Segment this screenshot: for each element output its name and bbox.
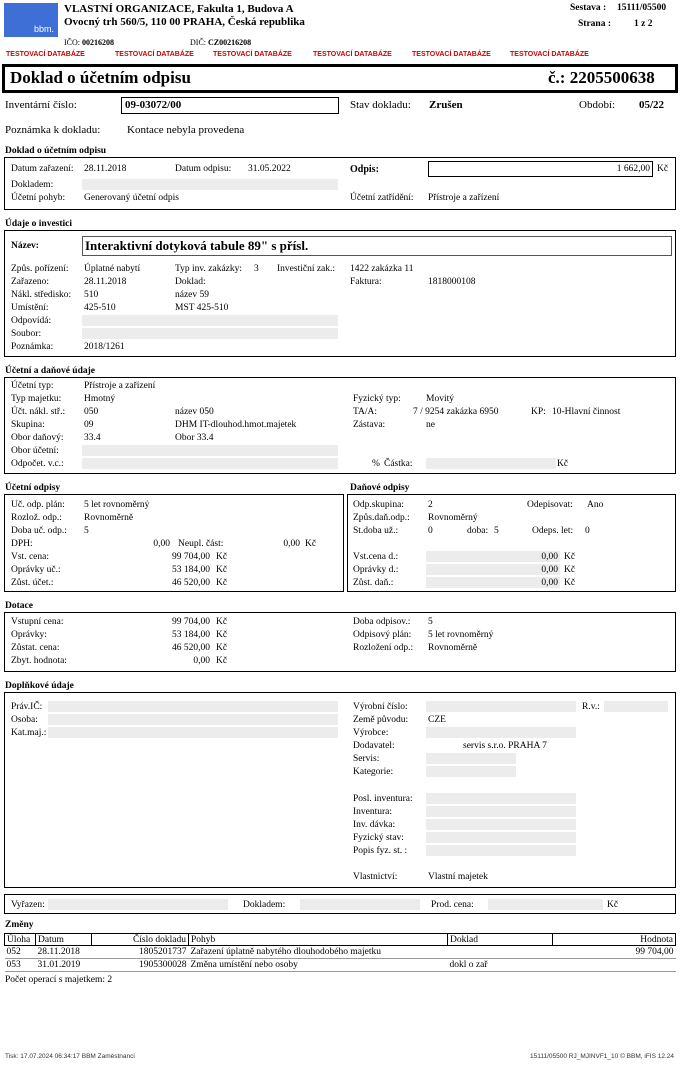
dic-value: CZ00216208 — [208, 38, 252, 47]
obor-dan-nazev: Obor 33.4 — [175, 433, 214, 443]
dan-zpusob-label: Způs.daň.odp.: — [353, 513, 410, 523]
dan-opr-currency: Kč — [564, 565, 576, 575]
ucetni-zatrideni-value: Přístroje a zařízení — [428, 193, 500, 203]
uct-nakl-label: Účt. nákl. stř.: — [11, 407, 66, 417]
dan-zpusob-value: Rovnoměrný — [428, 513, 478, 523]
popis-field — [426, 845, 576, 856]
dot-plan-label: Odpisový plán: — [353, 630, 412, 640]
uc-opr-currency: Kč — [216, 565, 228, 575]
vyrobni-field — [426, 701, 576, 712]
rv-label: R.v.: — [582, 702, 600, 712]
odpocet-label: Odpočet. v.c.: — [11, 459, 64, 469]
inv-zak-value: 1422 zakázka 11 — [350, 264, 414, 274]
obor-uc-label: Obor účetní: — [11, 446, 59, 456]
dph-label: DPH: — [11, 539, 33, 549]
dot-zbyt-currency: Kč — [216, 656, 228, 666]
posl-field — [426, 793, 576, 804]
ucetni-typ-value: Přístroje a zařízení — [84, 381, 156, 391]
investice-poznamka-value: 2018/1261 — [84, 342, 125, 352]
org-name: VLASTNÍ ORGANIZACE, Fakulta 1, Budova A — [64, 3, 294, 15]
dph-value: 0,00 — [153, 539, 170, 549]
odpis-label: Odpis: — [350, 164, 379, 175]
nakl-nazev: název 59 — [175, 290, 210, 300]
poznamka-value: Kontace nebyla provedena — [127, 124, 245, 136]
history-table — [4, 933, 676, 972]
uc-zust-currency: Kč — [216, 578, 228, 588]
dot-rozloz-value: Rovnoměrně — [428, 643, 478, 653]
typ-zak-value: 3 — [254, 264, 259, 274]
dot-zust-label: Zůstat. cena: — [11, 643, 60, 653]
dan-vst-value: 0,00 — [541, 552, 558, 562]
dan-zust-value: 0,00 — [541, 578, 558, 588]
col-doklad: Doklad — [448, 934, 553, 946]
inventura-label: Inventura: — [353, 807, 393, 817]
umisteni-nazev: MST 425-510 — [175, 303, 229, 313]
ta-label: TA/A: — [353, 407, 378, 417]
uc-plan-label: Uč. odp. plán: — [11, 500, 65, 510]
cell-pohyb: Zařazení úplatně nabytého dlouhodobého majetku — [189, 946, 448, 959]
castka-field — [426, 458, 556, 469]
nazev-label: Název: — [11, 241, 39, 251]
fyz-stav-field — [426, 832, 576, 843]
doc-title: Doklad o účetním odpisu — [10, 68, 191, 87]
col-datum: Datum — [36, 934, 92, 946]
typ-zak-label: Typ inv. zakázky: — [175, 264, 243, 274]
test-banner: TESTOVACÍ DATABÁZE — [6, 51, 85, 58]
history-header-row — [5, 934, 676, 946]
dokladem-label: Dokladem: — [11, 180, 54, 190]
zeme-label: Země původu: — [353, 715, 409, 725]
poznamka-label: Poznámka k dokladu: — [5, 124, 101, 136]
ucetni-pohyb-label: Účetní pohyb: — [11, 193, 66, 203]
typ-majetku-label: Typ majetku: — [11, 394, 62, 404]
obor-dan-label: Obor daňový: — [11, 433, 64, 443]
dot-plan-value: 5 let rovnoměrný — [428, 630, 494, 640]
umisteni-value: 425-510 — [84, 303, 116, 313]
footer-print-info: Tisk: 17.07.2024 06:34:17 BBM Zaměstnanci — [5, 1053, 135, 1060]
uct-nakl-value: 050 — [84, 407, 99, 417]
uc-vst-label: Vst. cena: — [11, 552, 49, 562]
test-banner: TESTOVACÍ DATABÁZE — [510, 51, 589, 58]
dodavatel-value: servis s.r.o. PRAHA 7 — [463, 741, 547, 751]
cell-datum: 28.11.2018 — [36, 946, 92, 959]
stdoba-label: St.doba už.: — [353, 526, 399, 536]
ucetni-zatrideni-label: Účetní zatřídění: — [350, 193, 414, 203]
vyrobni-label: Výrobní číslo: — [353, 702, 408, 712]
vyrobce-field — [426, 727, 576, 738]
section-doplnkove: Doplňkové údaje — [5, 681, 74, 691]
uc-doba-value: 5 — [84, 526, 89, 536]
zarazeno-label: Zařazeno: — [11, 277, 49, 287]
zpusob-label: Způs. pořízení: — [11, 264, 69, 274]
zpusob-value: Úplatné nabytí — [84, 264, 141, 274]
castka-currency: Kč — [557, 459, 569, 469]
kategorie-field — [426, 766, 516, 777]
uct-nakl-nazev: název 050 — [175, 407, 214, 417]
uc-opr-value: 53 184,00 — [172, 565, 210, 575]
odepisovat-value: Ano — [587, 500, 604, 510]
skupina-value: 09 — [84, 420, 94, 430]
inv-value: 09-03072/00 — [125, 99, 182, 111]
skupina-nazev: DHM IT-dlouhod.hmot.majetek — [175, 420, 297, 430]
rv-field — [604, 701, 668, 712]
cell-cislo-dokladu: 1905300028 — [92, 959, 189, 972]
dot-opr-label: Oprávky: — [11, 630, 47, 640]
sestava-label: Sestava : — [570, 3, 607, 13]
dan-doba-value: 5 — [494, 526, 499, 536]
investice-poznamka-label: Poznámka: — [11, 342, 54, 352]
dan-skupina-value: 2 — [428, 500, 433, 510]
uc-rozloz-value: Rovnoměrně — [84, 513, 134, 523]
datum-zarazeni-label: Datum zařazení: — [11, 164, 74, 174]
odpovida-label: Odpovídá: — [11, 316, 52, 326]
davka-field — [426, 819, 576, 830]
uc-zust-value: 46 520,00 — [172, 578, 210, 588]
ucetni-typ-label: Účetní typ: — [11, 381, 54, 391]
bbm-logo — [4, 3, 58, 37]
uc-plan-value: 5 let rovnoměrný — [84, 500, 150, 510]
castka-label: Částka: — [384, 459, 413, 469]
pct-label: % — [372, 459, 380, 469]
test-banner: TESTOVACÍ DATABÁZE — [313, 51, 392, 58]
col-pohyb: Pohyb — [189, 934, 448, 946]
uc-vst-value: 99 704,00 — [172, 552, 210, 562]
kp-value: 10-Hlavní činnost — [552, 407, 621, 417]
odpis-currency: Kč — [657, 164, 669, 174]
davka-label: Inv. dávka: — [353, 820, 396, 830]
odpis-value: 1 662,00 — [616, 164, 650, 174]
typ-majetku-value: Hmotný — [84, 394, 116, 404]
dot-doba-value: 5 — [428, 617, 433, 627]
section-doklad: Doklad o účetním odpisu — [5, 146, 107, 156]
obor-uc-field — [82, 445, 338, 456]
datum-odpisu-label: Datum odpisu: — [175, 164, 232, 174]
dot-zbyt-value: 0,00 — [193, 656, 210, 666]
vyrazen-field — [48, 899, 228, 910]
col-uloha: Úloha — [5, 934, 36, 946]
odeps-label: Odeps. let: — [532, 526, 574, 536]
faktura-label: Faktura: — [350, 277, 382, 287]
dan-vst-currency: Kč — [564, 552, 576, 562]
fyz-stav-label: Fyzický stav: — [353, 833, 404, 843]
dot-zust-value: 46 520,00 — [172, 643, 210, 653]
test-banner: TESTOVACÍ DATABÁZE — [412, 51, 491, 58]
umisteni-label: Umístění: — [11, 303, 49, 313]
prod-cena-field — [488, 899, 603, 910]
vyrazeni-dokladem-field — [300, 899, 420, 910]
cell-cislo-dokladu: 1805201737 — [92, 946, 189, 959]
dokladem-field — [82, 179, 338, 190]
dot-rozloz-label: Rozložení odp.: — [353, 643, 414, 653]
ico-value: 00216208 — [82, 38, 114, 47]
section-danove-odpisy: Daňové odpisy — [350, 483, 410, 493]
prav-label: Práv.IČ: — [11, 702, 43, 712]
cell-uloha: 053 — [5, 959, 36, 972]
dan-vst-label: Vst.cena d.: — [353, 552, 399, 562]
section-dotace: Dotace — [5, 601, 33, 611]
table-row — [5, 959, 676, 972]
katmaj-label: Kat.maj.: — [11, 728, 47, 738]
logo-text: bbm. — [33, 24, 54, 34]
dan-opr-value: 0,00 — [541, 565, 558, 575]
cell-doklad — [448, 946, 553, 959]
dan-zust-label: Zůst. daň.: — [353, 578, 394, 588]
cell-uloha: 052 — [5, 946, 36, 959]
stav-label: Stav dokladu: — [350, 99, 411, 111]
dotace-box — [4, 612, 676, 672]
prav-field — [48, 701, 338, 712]
prod-cena-currency: Kč — [607, 900, 619, 910]
uc-vst-currency: Kč — [216, 552, 228, 562]
org-address: Ovocný trh 560/5, 110 00 PRAHA, Česká republika — [64, 16, 305, 28]
fyzicky-typ-value: Movitý — [426, 394, 454, 404]
dan-zust-currency: Kč — [564, 578, 576, 588]
vlastnictvi-label: Vlastnictví: — [353, 872, 398, 882]
datum-odpisu-value: 31.05.2022 — [248, 164, 291, 174]
servis-field — [426, 753, 516, 764]
nakl-label: Nákl. středisko: — [11, 290, 72, 300]
uc-rozloz-label: Rozlož. odp.: — [11, 513, 62, 523]
vlastnictvi-value: Vlastní majetek — [428, 872, 488, 882]
obor-dan-value: 33.4 — [84, 433, 101, 443]
section-ucetni: Účetní a daňové údaje — [5, 366, 95, 376]
cell-doklad: dokl o zař — [448, 959, 553, 972]
stav-value: Zrušen — [429, 99, 463, 111]
neupl-value: 0,00 — [283, 539, 300, 549]
osoba-field — [48, 714, 338, 725]
operations-count: Počet operací s majetkem: 2 — [5, 975, 113, 985]
popis-label: Popis fyz. st. : — [353, 846, 408, 856]
katmaj-field — [48, 727, 338, 738]
section-investice: Údaje o investici — [5, 219, 73, 229]
dan-opr-label: Oprávky d.: — [353, 565, 399, 575]
uc-opr-label: Oprávky uč.: — [11, 565, 61, 575]
footer-report-info: 15111/05500 RJ_MJINVF1_10 © BBM, iFIS 12.24 — [529, 1053, 674, 1060]
zeme-value: CZE — [428, 715, 446, 725]
uc-zust-label: Zůst. účet.: — [11, 578, 54, 588]
datum-zarazeni-value: 28.11.2018 — [84, 164, 127, 174]
inv-label: Inventární číslo: — [5, 99, 77, 111]
vyrazen-label: Vyřazen: — [11, 900, 45, 910]
fyzicky-typ-label: Fyzický typ: — [353, 394, 401, 404]
zarazeno-value: 28.11.2018 — [84, 277, 127, 287]
odepisovat-label: Odepisovat: — [527, 500, 573, 510]
prod-cena-label: Prod. cena: — [431, 900, 474, 910]
nazev-value: Interaktivní dotyková tabule 89" s přísl. — [85, 238, 309, 253]
dot-zust-currency: Kč — [216, 643, 228, 653]
dot-opr-value: 53 184,00 — [172, 630, 210, 640]
dot-opr-currency: Kč — [216, 630, 228, 640]
kategorie-label: Kategorie: — [353, 767, 394, 777]
dodavatel-label: Dodavatel: — [353, 741, 395, 751]
inv-zak-label: Investiční zak.: — [277, 264, 336, 274]
cell-datum: 31.01.2019 — [36, 959, 92, 972]
strana-label: Strana : — [578, 19, 611, 29]
dan-doba-label: doba: — [467, 526, 489, 536]
faktura-value: 1818000108 — [428, 277, 476, 287]
dot-doba-label: Doba odpisov.: — [353, 617, 411, 627]
obdobi-value: 05/22 — [639, 99, 665, 111]
soubor-label: Soubor: — [11, 329, 42, 339]
obdobi-label: Období: — [579, 99, 616, 111]
neupl-currency: Kč — [305, 539, 317, 549]
section-ucetni-odpisy: Účetní odpisy — [5, 483, 61, 493]
zastava-value: ne — [426, 420, 435, 430]
odeps-value: 0 — [585, 526, 590, 536]
dan-skupina-label: Odp.skupina: — [353, 500, 404, 510]
vyrobce-label: Výrobce: — [353, 728, 389, 738]
kp-label: KP: — [531, 407, 546, 417]
col-cislo-dokladu: Číslo dokladu — [92, 934, 189, 946]
table-row — [5, 946, 676, 959]
inventura-field — [426, 806, 576, 817]
sestava-value: 15111/05500 — [617, 3, 667, 13]
soubor-field — [82, 328, 338, 339]
servis-label: Servis: — [353, 754, 380, 764]
dic-label-text: DIČ: — [190, 38, 206, 47]
dot-zbyt-label: Zbyt. hodnota: — [11, 656, 67, 666]
cell-hodnota: 99 704,00 — [553, 946, 676, 959]
ico-label-text: IČO: — [64, 38, 80, 47]
ico-label — [64, 38, 114, 47]
col-hodnota: Hodnota — [553, 934, 676, 946]
strana-value: 1 z 2 — [634, 19, 653, 29]
test-banner: TESTOVACÍ DATABÁZE — [213, 51, 292, 58]
osoba-label: Osoba: — [11, 715, 38, 725]
doc-number: č.: 2205500638 — [548, 68, 655, 87]
nakl-value: 510 — [84, 290, 99, 300]
neupl-label: Neupl. část: — [178, 539, 224, 549]
stdoba-value: 0 — [428, 526, 433, 536]
test-banner: TESTOVACÍ DATABÁZE — [115, 51, 194, 58]
dot-vst-currency: Kč — [216, 617, 228, 627]
uc-doba-label: Doba uč. odp.: — [11, 526, 67, 536]
section-zmeny: Změny — [5, 920, 34, 930]
ta-value: 7 / 9254 zakázka 6950 — [413, 407, 499, 417]
dic-label — [190, 38, 251, 47]
doklad-label: Doklad: — [175, 277, 206, 287]
posl-label: Posl. inventura: — [353, 794, 413, 804]
skupina-label: Skupina: — [11, 420, 45, 430]
vyrazeni-dokladem-label: Dokladem: — [243, 900, 286, 910]
ucetni-pohyb-value: Generovaný účetní odpis — [84, 193, 179, 203]
zastava-label: Zástava: — [353, 420, 386, 430]
cell-pohyb: Změna umístění nebo osoby — [189, 959, 448, 972]
cell-hodnota — [553, 959, 676, 972]
dot-vst-value: 99 704,00 — [172, 617, 210, 627]
dot-vst-label: Vstupní cena: — [11, 617, 64, 627]
odpovida-field — [82, 315, 338, 326]
odpocet-field — [82, 458, 338, 469]
